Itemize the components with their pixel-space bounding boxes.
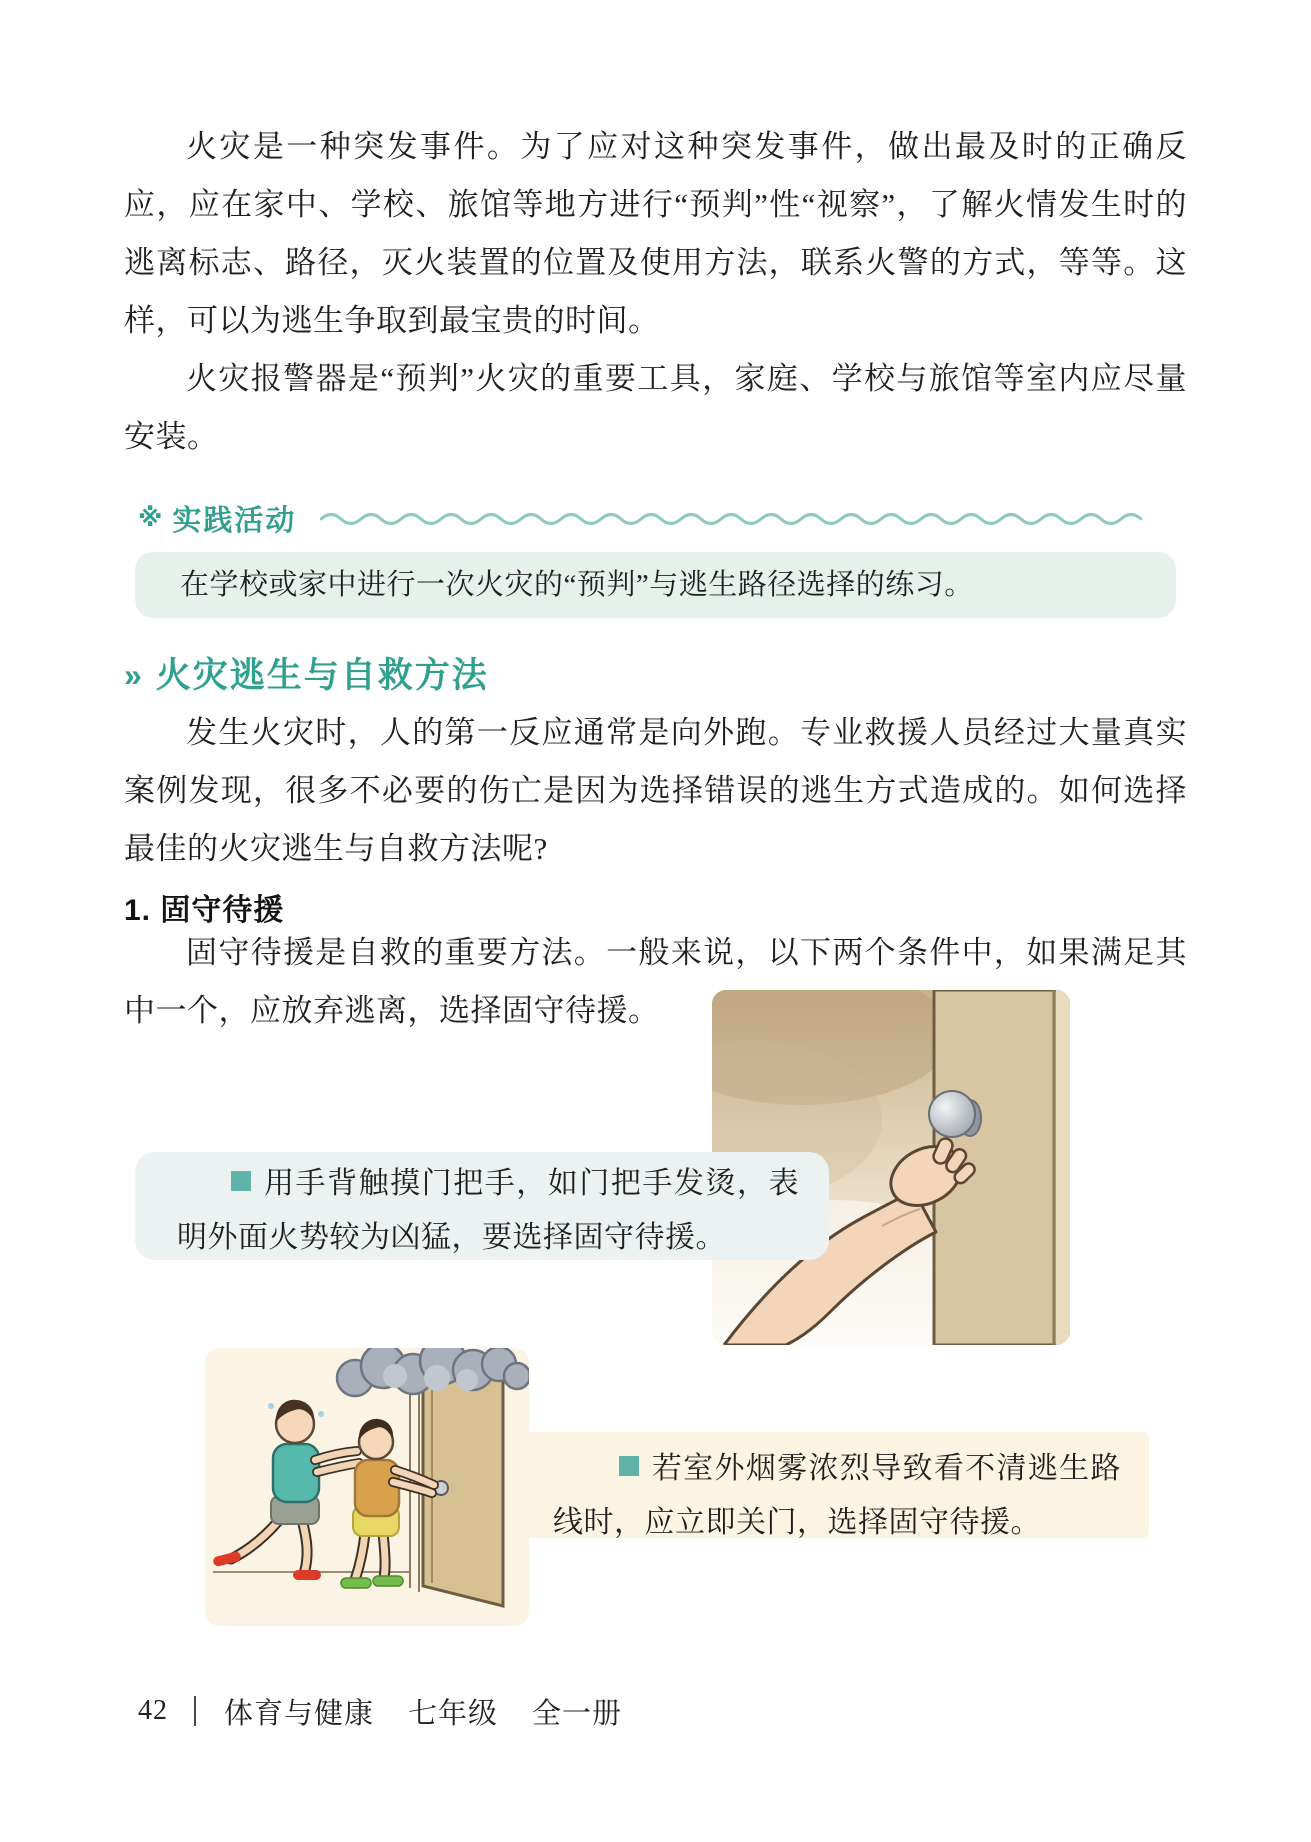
callout-text: 用手背触摸门把手，如门把手发烫，表明外面火势较为凶猛，要选择固守待援。 [177, 1167, 799, 1254]
callout-touch-handle-text [135, 1152, 829, 1265]
page-number: 42 [138, 1695, 168, 1726]
practice-activity-title: 实践活动 [172, 504, 297, 537]
paragraph-fire-alarm: 火灾报警器是“预判”火灾的重要工具，家庭、学校与旅馆等室内应尽量安装。 [124, 361, 1187, 454]
paragraph-escape-intro: 发生火灾时，人的第一反应通常是向外跑。专业救援人员经过大量真实案例发现，很多不必要的伤亡是因为选择错误的逃生方式造成的。如何选择最佳的火灾逃生与自救方法呢? [124, 715, 1187, 866]
practice-activity-header [138, 498, 1178, 538]
footer-book-title: 体育与健康 [224, 1697, 375, 1730]
reference-mark-icon: ※ [138, 504, 163, 532]
footer-grade: 七年级 [408, 1697, 499, 1730]
square-bullet-icon [231, 1171, 251, 1191]
footer-divider [194, 1696, 196, 1726]
subsection-title: 1. 固守待援 [124, 894, 285, 927]
close-door-illustration [205, 1348, 529, 1626]
section-heading [124, 650, 489, 700]
square-bullet-icon [619, 1456, 639, 1476]
practice-activity-text: 在学校或家中进行一次火灾的“预判”与逃生路径选择的练习。 [180, 569, 974, 601]
footer-volume: 全一册 [532, 1697, 623, 1730]
paragraph-hold-and-wait: 固守待援是自救的重要方法。一般来说，以下两个条件中，如果满足其中一个，应放弃逃离，选择固守待援。 [124, 935, 1187, 1028]
callout-smoke-outside [517, 1432, 1149, 1538]
practice-activity-box [135, 552, 1176, 618]
wavy-divider-line [320, 510, 1142, 526]
paragraph-fire-event: 火灾是一种突发事件。为了应对这种突发事件，做出最及时的正确反应，应在家中、学校、旅馆等地方进行“预判”性“视察”，了解火情发生时的逃离标志、路径，灭火装置的位置及使用方法，联系火警的方式，等等。这样，可以为逃生争取到最宝贵的时间。 [124, 129, 1187, 338]
callout-text: 若室外烟雾浓烈导致看不清逃生路线时，应立即关门，选择固守待援。 [553, 1452, 1121, 1539]
page-footer [138, 1693, 656, 1729]
double-chevron-icon: » [124, 657, 142, 693]
section-intro [124, 704, 1187, 878]
section-title: 火灾逃生与自救方法 [155, 655, 489, 695]
intro-paragraphs [124, 118, 1187, 466]
callout-touch-handle [135, 1152, 829, 1260]
kids-closing-door-drawing [205, 1348, 529, 1626]
callout-smoke-outside-text [517, 1432, 1149, 1550]
